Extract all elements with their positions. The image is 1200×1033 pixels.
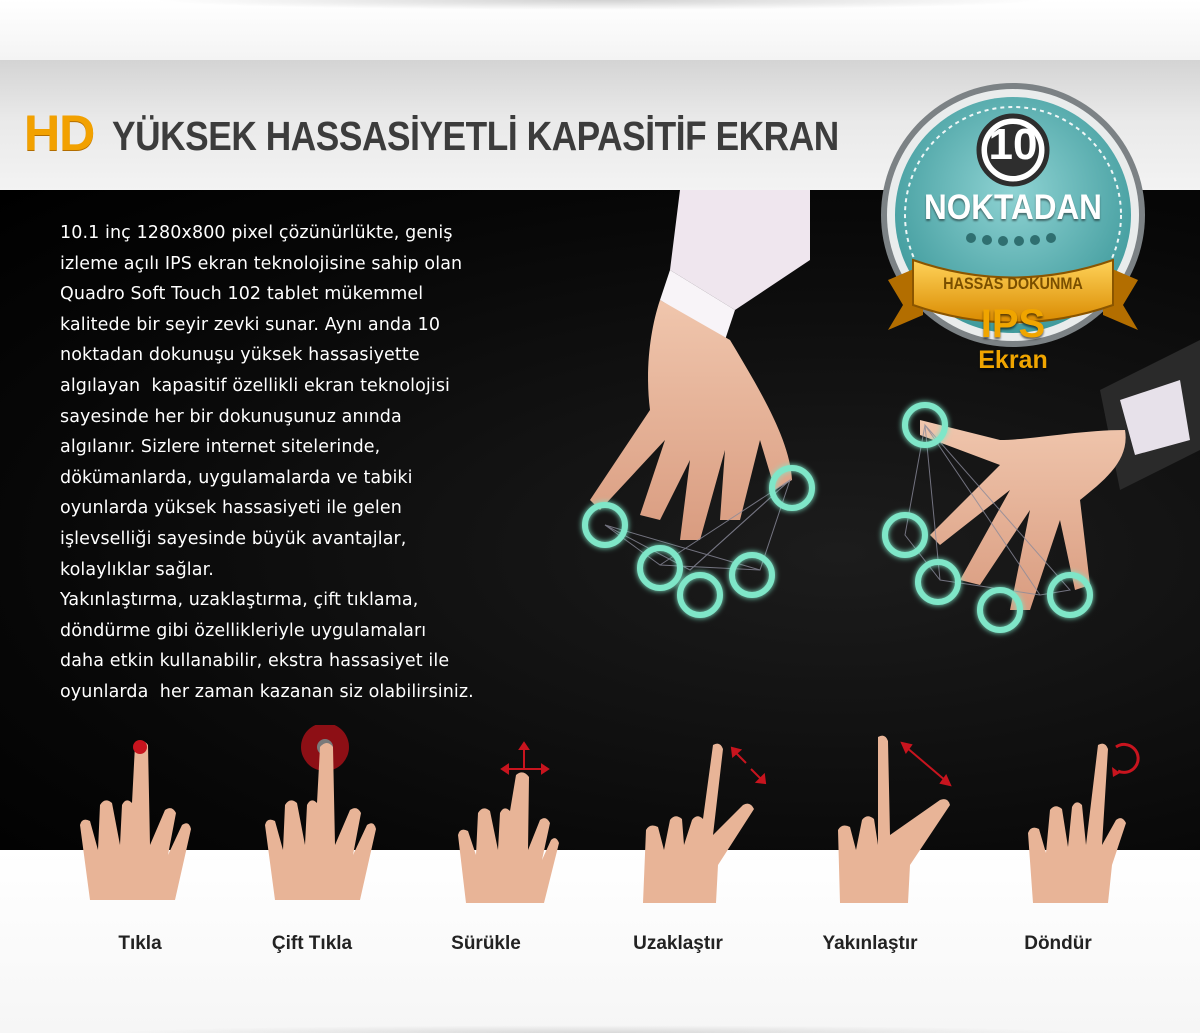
- gesture-label-zoom-out: Uzaklaştır: [633, 933, 723, 954]
- page-title: YÜKSEK HASSASİYETLİ KAPASİTİF EKRAN: [112, 113, 840, 159]
- badge-noktadan: NOKTADAN: [924, 188, 1102, 227]
- headline: [24, 104, 957, 164]
- gesture-double-tap: [222, 725, 402, 965]
- double-tap-icon: [222, 725, 402, 925]
- badge-number: 10: [988, 120, 1038, 169]
- gesture-tap: [50, 725, 230, 965]
- badge-ribbon-text: HASSAS DOKUNMA: [943, 274, 1083, 293]
- rotate-icon: [968, 725, 1148, 925]
- gesture-rotate: [968, 725, 1148, 965]
- gesture-label-rotate: Döndür: [1024, 933, 1092, 954]
- gesture-label-double-tap: Çift Tıkla: [271, 933, 353, 954]
- gesture-zoom-out: [588, 725, 768, 965]
- description-text: 10.1 inç 1280x800 pixel çözünürlükte, geniş izleme açılı IPS ekran teknolojisine sahip olan Quadro Soft Touch 102 tablet mükemmel kalitede bir seyir zevki sunar. Aynı anda 10 noktadan dokunuşu yüksek hassasiyette algılayan kapasitif özellikli ekran teknolojisi sayesinde her bir dokunuşunuz anında algılanır. Sizlere internet sitelerinde, dökümanlarda, uygulamalarda ve tabiki oyunlarda yüksek hassasiyeti ile gelen işlevselliği sayesinde büyük avantajlar, kolaylıklar sağlar. Yakınlaştırma, uzaklaştırma, çift tıklama, döndürme gibi özellikleriyle uygulamaları daha etkin kullanabilir, ekstra hassasiyet ile oyunlarda her zaman kazanan siz olabilirsiniz.: [60, 223, 474, 702]
- top-gloss: [0, 0, 1200, 60]
- left-hand: [590, 300, 792, 540]
- badge-ekran: Ekran: [978, 346, 1048, 374]
- gesture-label-tap: Tıkla: [118, 933, 162, 954]
- hd-label: HD: [24, 105, 95, 161]
- gesture-label-zoom-in: Yakınlaştır: [822, 933, 918, 954]
- badge-ips: IPS: [980, 302, 1046, 346]
- drag-icon: [396, 725, 576, 925]
- bottom-gloss: [0, 1015, 1200, 1033]
- ten-point-ips-badge: [868, 80, 1158, 390]
- gesture-drag: [396, 725, 576, 965]
- tap-icon: [50, 725, 230, 925]
- gesture-label-drag: Sürükle: [451, 933, 521, 954]
- zoom-out-icon: [588, 725, 768, 925]
- gesture-zoom-in: [780, 725, 960, 965]
- zoom-in-icon: [780, 725, 960, 925]
